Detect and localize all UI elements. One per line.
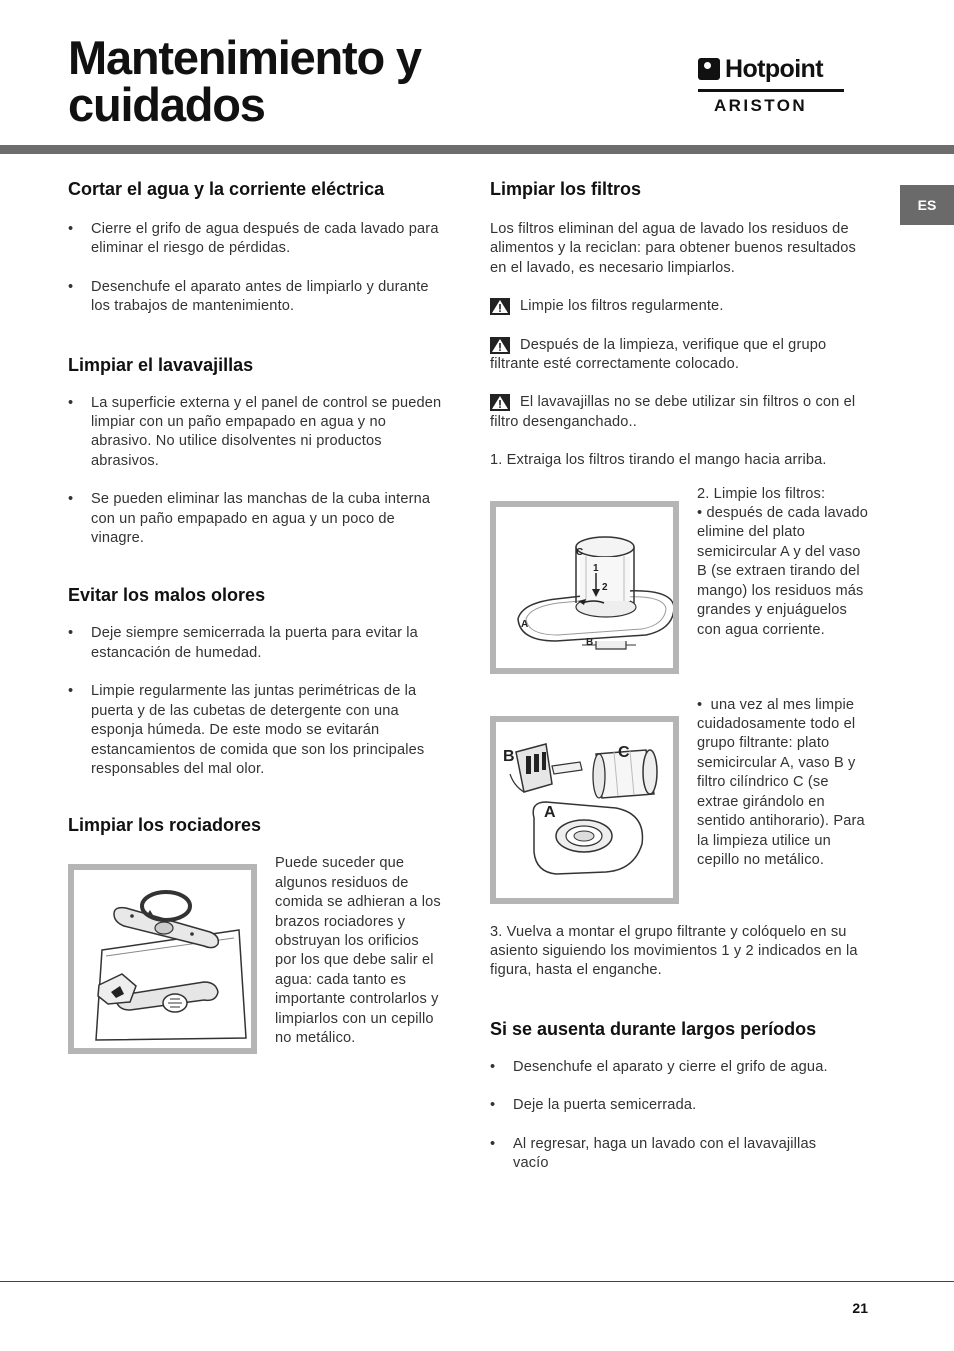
brand-logo — [698, 56, 848, 120]
section-heading-odors: Evitar los malos olores — [68, 585, 266, 606]
list-item: • Desenchufe el aparato y cierre el grifo de agua. — [490, 1058, 870, 1077]
clean-dishwasher-list — [68, 394, 444, 549]
list-item: • La superficie externa y el panel de control se pueden limpiar con un paño empapado en agua y no abrasivo. No utilice disolventes ni productos abrasivos. — [68, 394, 444, 472]
right-column — [490, 178, 870, 1174]
filters-step2-bullet1: • después de cada lavado elimine del plato semicircular A y del vaso B (se extraen tirando del mango) los residuos más grandes y enjuáguelos con agua corriente. — [697, 505, 868, 638]
figure-label: A — [521, 618, 529, 630]
warning-icon — [490, 394, 510, 411]
figure-label: C — [576, 546, 584, 558]
absence-list — [490, 1058, 870, 1174]
step2-bullet2-text: una vez al mes limpie cuidadosamente todo el grupo filtrante: plato semicircular A, vaso B y filtro cilíndrico C (se extrae girándolo en sentido antihorario). Para la limpieza utilice un cepillo no metálico. — [697, 696, 865, 868]
spray-arms-text: Puede suceder que algunos residuos de comida se adhieran a los brazos rociadores y obstruyan los orificios por los que debe salir el agua: cada tanto es importante controlarlos y limpiarlos con un cepillo no metálico. — [275, 855, 441, 1046]
page-number: 21 — [852, 1300, 868, 1316]
list-item: • Al regresar, haga un lavado con el lavavajillas vacío — [490, 1135, 853, 1174]
filter-parts-illustration — [490, 716, 679, 904]
warning-note — [490, 393, 870, 432]
filter-parts-drawing — [496, 722, 673, 898]
section-heading-spray-arms: Limpiar los rociadores — [68, 815, 262, 836]
list-item: • Se pueden eliminar las manchas de la cuba interna con un paño empapado en agua y un poco de vinagre. — [68, 490, 444, 548]
filter-removal-illustration — [490, 501, 679, 674]
section-heading-water-power: Cortar el agua y la corriente eléctrica — [68, 179, 385, 199]
figure-label: B — [503, 747, 515, 765]
filter-removal-drawing — [496, 507, 673, 668]
left-column — [68, 178, 444, 1054]
section-heading-filters: Limpiar los filtros — [490, 179, 642, 199]
odors-list — [68, 624, 444, 779]
page-title-line1: Mantenimiento y — [68, 31, 421, 84]
figure-label: C — [618, 743, 630, 761]
page-title — [68, 31, 628, 131]
figure-label: B — [586, 636, 594, 648]
spray-arm-drawing — [74, 870, 251, 1048]
brand-subname: ARISTON — [714, 96, 807, 115]
warning-note — [490, 297, 870, 316]
warning-text: Después de la limpieza, verifique que el grupo filtrante esté correctamente colocado. — [490, 336, 827, 373]
header-rule — [0, 145, 954, 154]
list-item: • Limpie regularmente las juntas perimétricas de la puerta y de las cubetas de detergente con una esponja húmeda. De este modo se evitarán estancamientos de comida que son los principales responsables del mal olor. — [68, 682, 444, 779]
list-item: • Desenchufe el aparato antes de limpiarlo y durante los trabajos de mantenimiento. — [68, 278, 444, 317]
warning-text: Limpie los filtros regularmente. — [520, 298, 724, 315]
list-item: • Cierre el grifo de agua después de cada lavado para eliminar el riesgo de pérdidas. — [68, 220, 444, 259]
brand-name: Hotpoint — [725, 55, 823, 83]
footer-rule — [0, 1281, 954, 1282]
section-heading-clean-dishwasher: Limpiar el lavavajillas — [68, 354, 254, 375]
step2-bullet1-text: después de cada lavado elimine del plato semicircular A y del vaso B (se extraen tirando del mango) los residuos más grandes y enjuáguelos con agua corriente. — [697, 505, 868, 638]
figure-label: 2 — [602, 581, 608, 593]
warning-text: El lavavajillas no se debe utilizar sin filtros o con el filtro desenganchado.. — [490, 394, 856, 430]
brand-mark-icon — [698, 58, 720, 80]
filters-step3: 3. Vuelva a montar el grupo filtrante y colóquelo en su asiento siguiendo los movimientos 1 y 2 indicados en la figura, hasta el enganche. — [490, 923, 858, 979]
warning-icon — [490, 298, 510, 315]
brand-divider — [698, 89, 844, 92]
spray-arm-illustration — [68, 864, 257, 1054]
filters-intro: Los filtros eliminan del agua de lavado los residuos de alimentos y la reciclan: para obtener buenos resultados en el lavado, es necesario limpiarlos. — [490, 221, 857, 276]
figure-label: A — [544, 803, 556, 821]
figure-label: 1 — [593, 562, 599, 574]
filters-step2-title: 2. Limpie los filtros: — [697, 485, 826, 502]
list-item: • Deje la puerta semicerrada. — [490, 1096, 870, 1115]
filters-step2-bullet2: • una vez al mes limpie cuidadosamente todo el grupo filtrante: plato semicircular A, vaso B y filtro cilíndrico C (se extrae girándolo en sentido antihorario). Para la limpieza utilice un cepillo no metálico. — [697, 696, 865, 868]
page-title-line2: cuidados — [68, 78, 265, 131]
filters-step1: 1. Extraiga los filtros tirando el mango hacia arriba. — [490, 452, 827, 469]
section-heading-absence: Si se ausenta durante largos períodos — [490, 1018, 817, 1039]
language-tab: ES — [900, 185, 954, 225]
warning-note — [490, 336, 870, 375]
water-power-list — [68, 220, 444, 317]
warning-icon — [490, 337, 510, 354]
list-item: • Deje siempre semicerrada la puerta para evitar la estancación de humedad. — [68, 624, 444, 663]
